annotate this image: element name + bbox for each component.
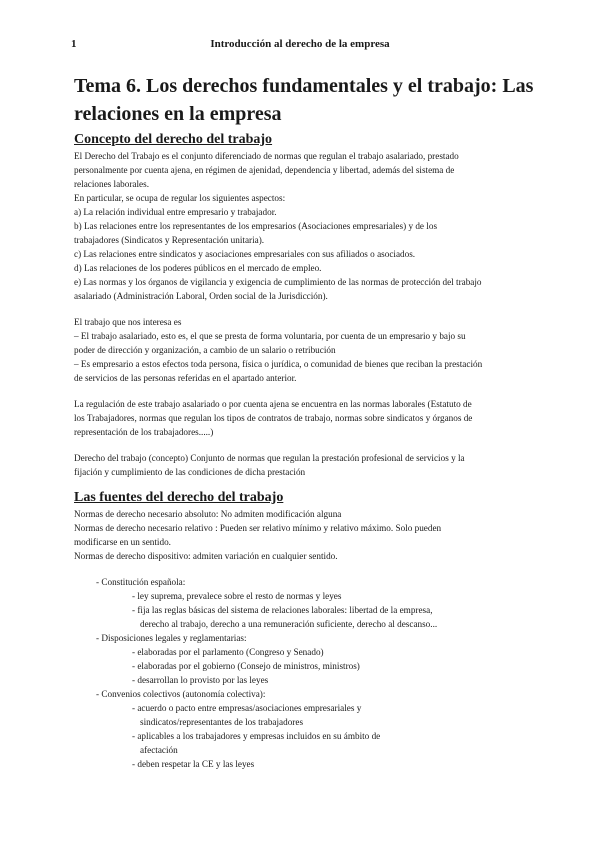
text-line: Normas de derecho necesario absoluto: No admiten modificación alguna bbox=[74, 509, 342, 519]
section-heading-fuentes: Las fuentes del derecho del trabajo bbox=[74, 490, 284, 505]
sub-list-item-continuation: sindicatos/representantes de los trabajadores bbox=[140, 717, 304, 727]
text-line: fijación y cumplimiento de las condiciones de dicha prestación bbox=[74, 467, 306, 477]
sub-list-item: - aplicables a los trabajadores y empresas incluidos en su ámbito de bbox=[132, 731, 381, 741]
text-line: d) Las relaciones de los poderes públicos en el mercado de empleo. bbox=[74, 263, 322, 273]
document-title bbox=[74, 72, 544, 128]
text-line: b) Las relaciones entre los representantes de los empresarios (Asociaciones empresariales) y de los bbox=[74, 221, 438, 231]
spacer bbox=[74, 563, 544, 575]
list-item: - Disposiciones legales y reglamentarias: bbox=[96, 633, 247, 643]
text-line: relaciones laborales. bbox=[74, 179, 149, 189]
text-line: asalariado (Administración Laboral, Orden social de la Jurisdicción). bbox=[74, 291, 328, 301]
text-line: Derecho del trabajo (concepto) Conjunto de normas que regulan la prestación profesional de servicios y la bbox=[74, 453, 465, 463]
sub-list-item-continuation: derecho al trabajo, derecho a una remuneración suficiente, derecho al descanso... bbox=[140, 619, 438, 629]
title-line-2: relaciones en la empresa bbox=[74, 103, 282, 125]
spacer bbox=[74, 303, 544, 315]
text-line: La regulación de este trabajo asalariado o por cuenta ajena se encuentra en las normas laborales (Estatuto de bbox=[74, 399, 472, 409]
text-line: modificarse en un sentido. bbox=[74, 537, 171, 547]
text-line: – Es empresario a estos efectos toda persona, física o jurídica, o comunidad de bienes que reciban la prestación bbox=[74, 359, 483, 369]
sub-list-item: - acuerdo o pacto entre empresas/asociaciones empresariales y bbox=[132, 703, 362, 713]
page-content bbox=[74, 72, 544, 771]
text-line: Normas de derecho dispositivo: admiten variación en cualquier sentido. bbox=[74, 551, 338, 561]
section-heading-concepto: Concepto del derecho del trabajo bbox=[74, 132, 273, 147]
sub-list-item: - fija las reglas básicas del sistema de relaciones laborales: libertad de la empresa, bbox=[132, 605, 433, 615]
text-line: personalmente por cuenta ajena, en régimen de ajenidad, dependencia y libertad, además del sistema de bbox=[74, 165, 455, 175]
text-line: a) La relación individual entre empresario y trabajador. bbox=[74, 207, 277, 217]
text-line: representación de los trabajadores.....) bbox=[74, 427, 214, 437]
text-line: El Derecho del Trabajo es el conjunto diferenciado de normas que regulan el trabajo asalariado, prestado bbox=[74, 151, 459, 161]
sub-list-item: - ley suprema, prevalece sobre el resto de normas y leyes bbox=[132, 591, 342, 601]
sub-list-item: - deben respetar la CE y las leyes bbox=[132, 759, 255, 769]
sub-list-item: - elaboradas por el gobierno (Consejo de ministros, ministros) bbox=[132, 661, 360, 671]
text-line: – El trabajo asalariado, esto es, el que se presta de forma voluntaria, por cuenta de un empresario y bajo su bbox=[74, 331, 466, 341]
paragraph bbox=[74, 315, 544, 385]
text-line: poder de dirección y organización, a cambio de un salario o retribución bbox=[74, 345, 336, 355]
spacer bbox=[74, 385, 544, 397]
text-line: e) Las normas y los órganos de vigilancia y exigencia de cumplimiento de las normas de protección del trabajo bbox=[74, 277, 482, 287]
page-number: 1 bbox=[71, 38, 77, 50]
paragraph bbox=[74, 149, 544, 303]
list-item: - Convenios colectivos (autonomía colectiva): bbox=[96, 689, 266, 699]
title-line-1: Tema 6. Los derechos fundamentales y el trabajo: Las bbox=[74, 75, 534, 97]
sub-list-item: - elaboradas por el parlamento (Congreso y Senado) bbox=[132, 647, 324, 657]
sources-list bbox=[74, 575, 544, 771]
text-line: Normas de derecho necesario relativo : Pueden ser relativo mínimo y relativo máximo. Solo pueden bbox=[74, 523, 442, 533]
text-line: de servicios de las personas referidas en el apartado anterior. bbox=[74, 373, 297, 383]
paragraph bbox=[74, 507, 544, 563]
text-line: los Trabajadores, normas que regulan los tipos de contratos de trabajo, normas sobre sindicatos y órganos de bbox=[74, 413, 473, 423]
text-line: El trabajo que nos interesa es bbox=[74, 317, 182, 327]
text-line: trabajadores (Sindicatos y Representación unitaria). bbox=[74, 235, 265, 245]
text-line: c) Las relaciones entre sindicatos y asociaciones empresariales con sus afiliados o asociados. bbox=[74, 249, 416, 259]
list-item: - Constitución española: bbox=[96, 577, 186, 587]
running-header: Introducción al derecho de la empresa bbox=[210, 38, 390, 50]
sub-list-item-continuation: afectación bbox=[140, 745, 178, 755]
paragraph bbox=[74, 397, 544, 439]
sub-list-item: - desarrollan lo provisto por las leyes bbox=[132, 675, 269, 685]
paragraph bbox=[74, 451, 544, 479]
spacer bbox=[74, 439, 544, 451]
text-line: En particular, se ocupa de regular los siguientes aspectos: bbox=[74, 193, 286, 203]
spacer bbox=[74, 479, 544, 489]
